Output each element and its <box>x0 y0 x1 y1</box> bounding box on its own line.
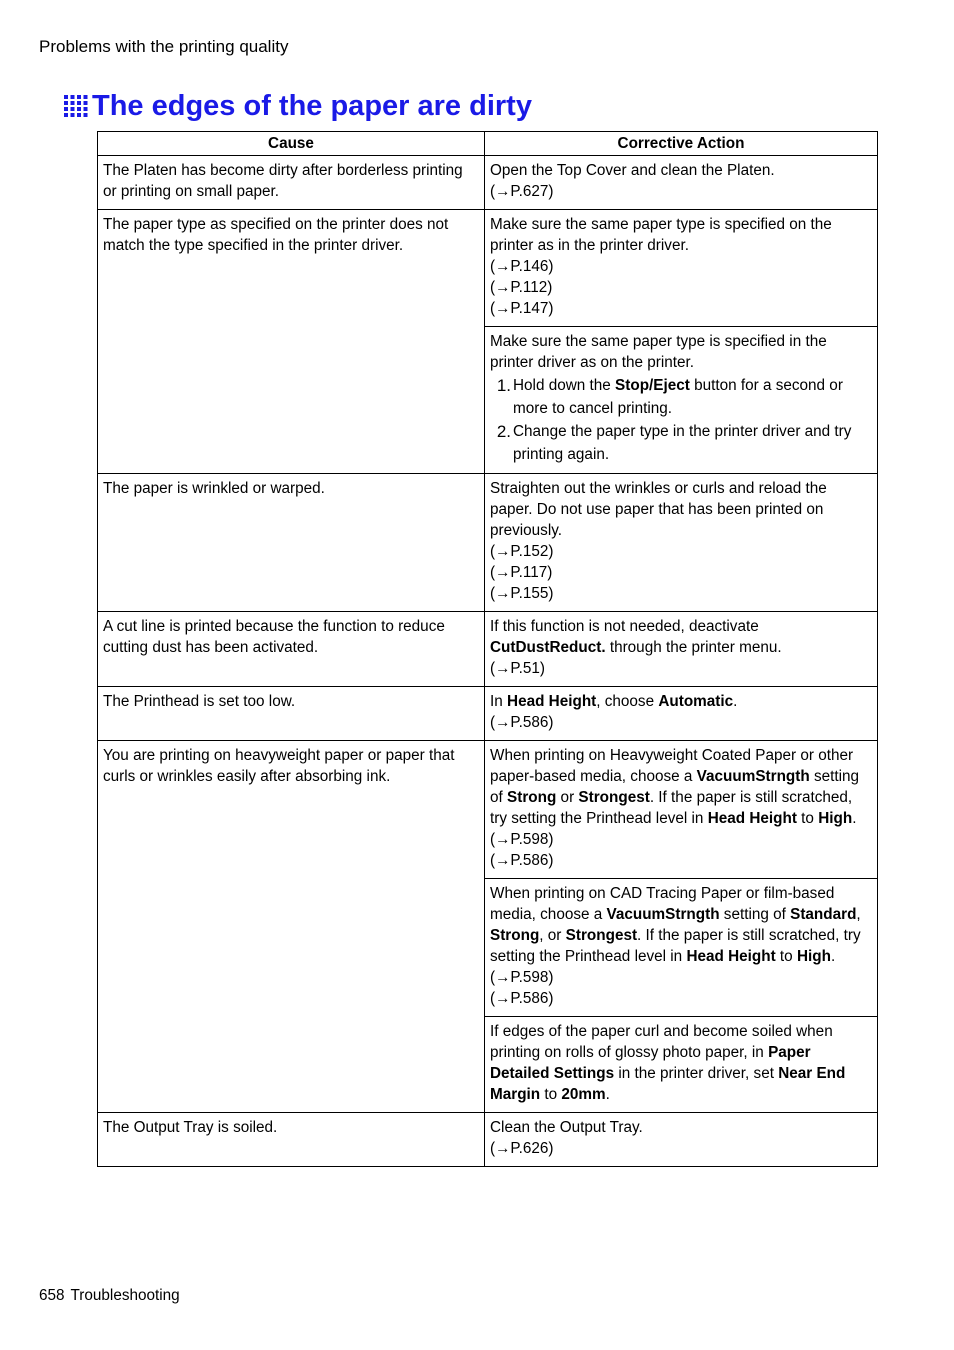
text-part: to <box>775 948 797 965</box>
text-part: , <box>856 906 861 923</box>
action-text: Clean the Output Tray. <box>490 1119 643 1136</box>
action-text <box>490 1021 872 1105</box>
title-block <box>64 88 532 124</box>
setting-value: Automatic <box>658 693 734 710</box>
action-text <box>490 616 872 658</box>
action-cell <box>485 1113 878 1167</box>
step-number: 2. <box>496 422 511 441</box>
text-part: in the printer driver, set <box>614 1065 779 1082</box>
page-reference: (→P.117) <box>490 564 553 581</box>
page-reference: (→P.598) <box>490 969 554 986</box>
setting-value: Standard <box>790 906 857 923</box>
page-reference: (→P.626) <box>490 1140 554 1157</box>
table-row <box>98 210 878 327</box>
page-reference: (→P.112) <box>490 279 553 296</box>
cause-cell: A cut line is printed because the function to reduce cutting dust has been activated. <box>98 612 485 687</box>
setting-value: High <box>818 810 853 827</box>
section-header: Problems with the printing quality <box>39 37 289 56</box>
text-part: through the printer menu. <box>605 639 782 656</box>
action-text: Open the Top Cover and clean the Platen. <box>490 162 775 179</box>
page-reference: (→P.586) <box>490 990 554 1007</box>
column-header-cause: Cause <box>98 132 485 156</box>
page-number: 658 <box>39 1287 65 1304</box>
step-text <box>513 374 872 420</box>
page-reference: (→P.146) <box>490 258 554 275</box>
column-header-action: Corrective Action <box>485 132 878 156</box>
step-text-part: Hold down the <box>513 377 616 394</box>
table-row <box>98 1113 878 1167</box>
setting-name: Paper Detailed Settings <box>490 1044 811 1082</box>
text-part: When printing on CAD Tracing Paper or film-based media, choose a <box>490 885 835 923</box>
action-text <box>490 745 872 829</box>
text-part: , choose <box>596 693 659 710</box>
page-reference: (→P.598) <box>490 831 554 848</box>
text-part: or <box>556 789 579 806</box>
action-cell <box>485 210 878 327</box>
page-reference: (→P.152) <box>490 543 554 560</box>
text-part: to <box>796 810 819 827</box>
text-part: In <box>490 693 508 710</box>
setting-name: Near End Margin <box>490 1065 846 1103</box>
text-part: , or <box>539 927 566 944</box>
setting-value: High <box>796 948 831 965</box>
table-row <box>98 612 878 687</box>
setting-value: Strong <box>507 789 557 806</box>
setting-value: Strong <box>490 927 540 944</box>
text-part: . <box>852 810 857 827</box>
setting-name: Head Height <box>686 948 776 965</box>
setting-value: Strongest <box>565 927 638 944</box>
cause-cell: The Platen has become dirty after borderless printing or printing on small paper. <box>98 156 485 210</box>
action-text: Straighten out the wrinkles or curls and reload the paper. Do not use paper that has been printed on previously. <box>490 480 827 539</box>
troubleshooting-table <box>97 131 878 1167</box>
action-cell <box>485 327 878 474</box>
action-cell <box>485 474 878 612</box>
setting-value: 20mm <box>561 1086 606 1103</box>
cause-cell: The Printhead is set too low. <box>98 687 485 741</box>
text-part: When printing on Heavyweight Coated Paper or other paper-based media, choose a <box>490 747 854 785</box>
setting-name: VacuumStrngth <box>606 906 720 923</box>
table-row <box>98 687 878 741</box>
text-part: setting of <box>719 906 791 923</box>
action-cell <box>485 1017 878 1113</box>
table-row <box>98 156 878 210</box>
table-row <box>98 741 878 879</box>
grid-dots-icon <box>64 94 88 118</box>
action-cell <box>485 687 878 741</box>
text-part: . <box>605 1086 610 1103</box>
setting-value: Strongest <box>578 789 650 806</box>
action-text <box>490 883 872 967</box>
table-header-row <box>98 132 878 156</box>
action-cell <box>485 741 878 879</box>
action-text <box>490 691 872 712</box>
page-title: The edges of the paper are dirty <box>92 90 532 122</box>
text-part: . If the paper is still scratched, try setting the Printhead level in <box>490 789 853 827</box>
action-cell <box>485 879 878 1017</box>
step-number: 1. <box>496 376 511 395</box>
action-cell <box>485 156 878 210</box>
setting-name: CutDustReduct. <box>490 639 606 656</box>
text-part: If this function is not needed, deactivate <box>490 618 759 635</box>
page-reference: (→P.51) <box>490 660 545 677</box>
setting-name: Head Height <box>707 810 797 827</box>
steps-list <box>490 374 872 466</box>
setting-name: Head Height <box>507 693 597 710</box>
action-cell <box>485 612 878 687</box>
cause-cell: The paper is wrinkled or warped. <box>98 474 485 612</box>
cause-cell: You are printing on heavyweight paper or paper that curls or wrinkles easily after absorbing ink. <box>98 741 485 1113</box>
page-reference: (→P.586) <box>490 714 554 731</box>
step-text: Change the paper type in the printer driver and try printing again. <box>513 423 852 463</box>
text-part: to <box>540 1086 562 1103</box>
action-text: Make sure the same paper type is specified in the printer driver as on the printer. <box>490 333 827 371</box>
list-item <box>490 420 872 466</box>
list-item <box>490 374 872 420</box>
text-part: . <box>830 948 836 965</box>
text-part: If edges of the paper curl and become soiled when printing on rolls of glossy photo paper, in <box>490 1023 833 1061</box>
page-reference: (→P.627) <box>490 183 554 200</box>
text-part: setting of <box>490 768 860 806</box>
page-footer <box>39 1287 186 1305</box>
chapter-name: Troubleshooting <box>70 1287 180 1304</box>
step-text-part: button for a second or more to cancel printing. <box>513 377 843 417</box>
button-name: Stop/Eject <box>615 377 690 394</box>
text-part: . If the paper is still scratched, try setting the Printhead level in <box>490 927 861 965</box>
page-reference: (→P.155) <box>490 585 554 602</box>
setting-name: VacuumStrngth <box>696 768 810 785</box>
cause-cell: The Output Tray is soiled. <box>98 1113 485 1167</box>
text-part: . <box>733 693 738 710</box>
page-reference: (→P.147) <box>490 300 554 317</box>
action-text: Make sure the same paper type is specified on the printer as in the printer driver. <box>490 216 832 254</box>
table-row <box>98 474 878 612</box>
page-reference: (→P.586) <box>490 852 554 869</box>
cause-cell: The paper type as specified on the printer does not match the type specified in the printer driver. <box>98 210 485 474</box>
